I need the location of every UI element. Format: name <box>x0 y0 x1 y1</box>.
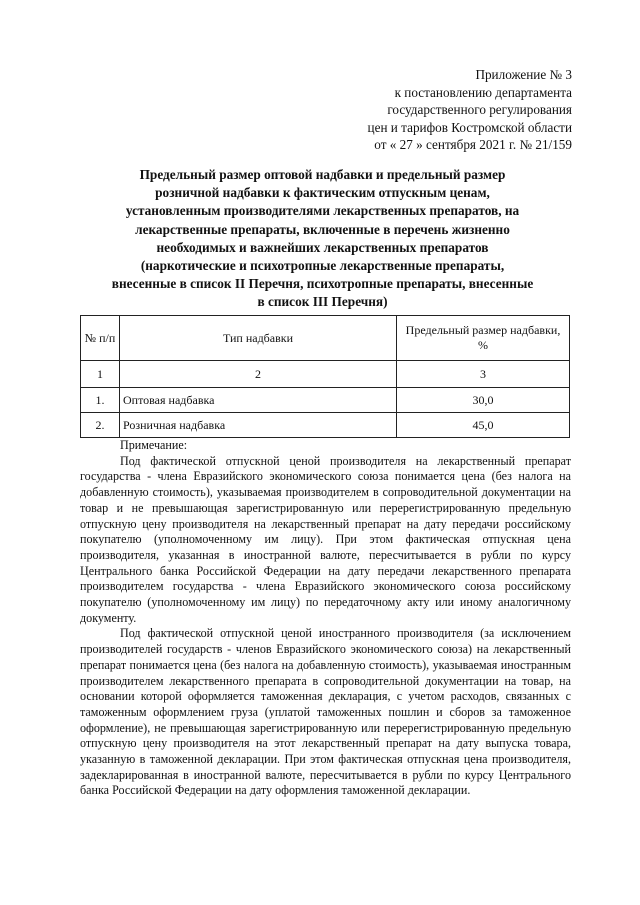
row-value: 45,0 <box>397 413 570 438</box>
row-type: Оптовая надбавка <box>120 388 397 413</box>
appendix-line: Приложение № 3 <box>475 67 572 82</box>
document-title <box>70 166 575 312</box>
title-line: розничной надбавки к фактическим отпускным ценам, <box>155 185 490 201</box>
header-type: Тип надбавки <box>120 316 397 361</box>
title-line: лекарственные препараты, включенные в перечень жизненно <box>135 221 510 237</box>
title-line: внесенные в список II Перечня, психотропные препараты, внесенные <box>111 276 534 292</box>
markup-table <box>80 315 570 438</box>
note-paragraph: Под фактической отпускной ценой иностранного производителя (за исключением производителей государств - членов Евразийского экономического союза) на лекарственный препарат понимается цена (без налога на добавленную стоимость), указываемая иностранным производителем лекарственного препарата в сопроводительной документации на товар, на основании которой оформляется таможенная декларация, с учетом расходов, связанных с таможенным оформлением груза (уплатой таможенных пошлин и сборов за таможенное оформление), не превышающая зарегистрированную или перерегистрированную предельную отпускную цену производителя на этот лекарственный препарат на дату выпуска товара, указанную в таможенной декларации. При этом фактическая отпускная цена производителя, задекларированная в иностранной валюте, пересчитывается в рубли по курсу Центрального банка Российской Федерации на дату оформления таможенной декларации. <box>80 626 571 798</box>
header-limit: Предельный размер надбавки, % <box>397 316 570 361</box>
note-section <box>80 438 571 799</box>
appendix-reference <box>368 66 572 154</box>
row-type: Розничная надбавка <box>120 413 397 438</box>
title-line: необходимых и важнейших лекарственных препаратов <box>156 239 489 255</box>
numbering-cell: 1 <box>81 361 120 388</box>
numbering-cell: 3 <box>397 361 570 388</box>
note-label: Примечание: <box>120 438 188 452</box>
appendix-line: к постановлению департамента <box>394 84 572 100</box>
title-line: (наркотические и психотропные лекарственные препараты, <box>140 258 505 274</box>
row-value: 30,0 <box>397 388 570 413</box>
row-number: 1. <box>81 388 120 413</box>
appendix-line: цен и тарифов Костромской области <box>367 119 572 135</box>
table-header-row <box>81 316 570 361</box>
appendix-line: от « 27 » сентября 2021 г. № 21/159 <box>374 137 572 152</box>
table-row <box>81 388 570 413</box>
title-line: в список III Перечня) <box>257 294 388 310</box>
table-numbering-row <box>81 361 570 388</box>
title-line: Предельный размер оптовой надбавки и предельный размер <box>139 167 506 182</box>
appendix-line: государственного регулирования <box>387 102 572 117</box>
numbering-cell: 2 <box>120 361 397 388</box>
header-number: № п/п <box>81 316 120 361</box>
note-paragraph: Под фактической отпускной ценой производителя на лекарственный препарат государства - члена Евразийского экономического союза понимается цена (без налога на добавленную стоимость), указываемая производителем в сопроводительной документации на товар и не превышающая зарегистрированную или перерегистрированную предельную отпускную цену производителя на лекарственный препарат на дату передачи российскому покупателю (уполномоченному им лицу). При этом фактическая отпускная цена производителя, указанная в иностранной валюте, пересчитывается в рубли по курсу Центрального банка Российской Федерации на дату передачи лекарственного препарата производителем государства - члена Евразийского экономического союза российскому покупателю (уполномоченному им лицу) по передаточному акту или иному аналогичному документу. <box>80 453 571 625</box>
table-row <box>81 413 570 438</box>
title-line: установленным производителями лекарственных препаратов, на <box>125 203 520 219</box>
row-number: 2. <box>81 413 120 438</box>
